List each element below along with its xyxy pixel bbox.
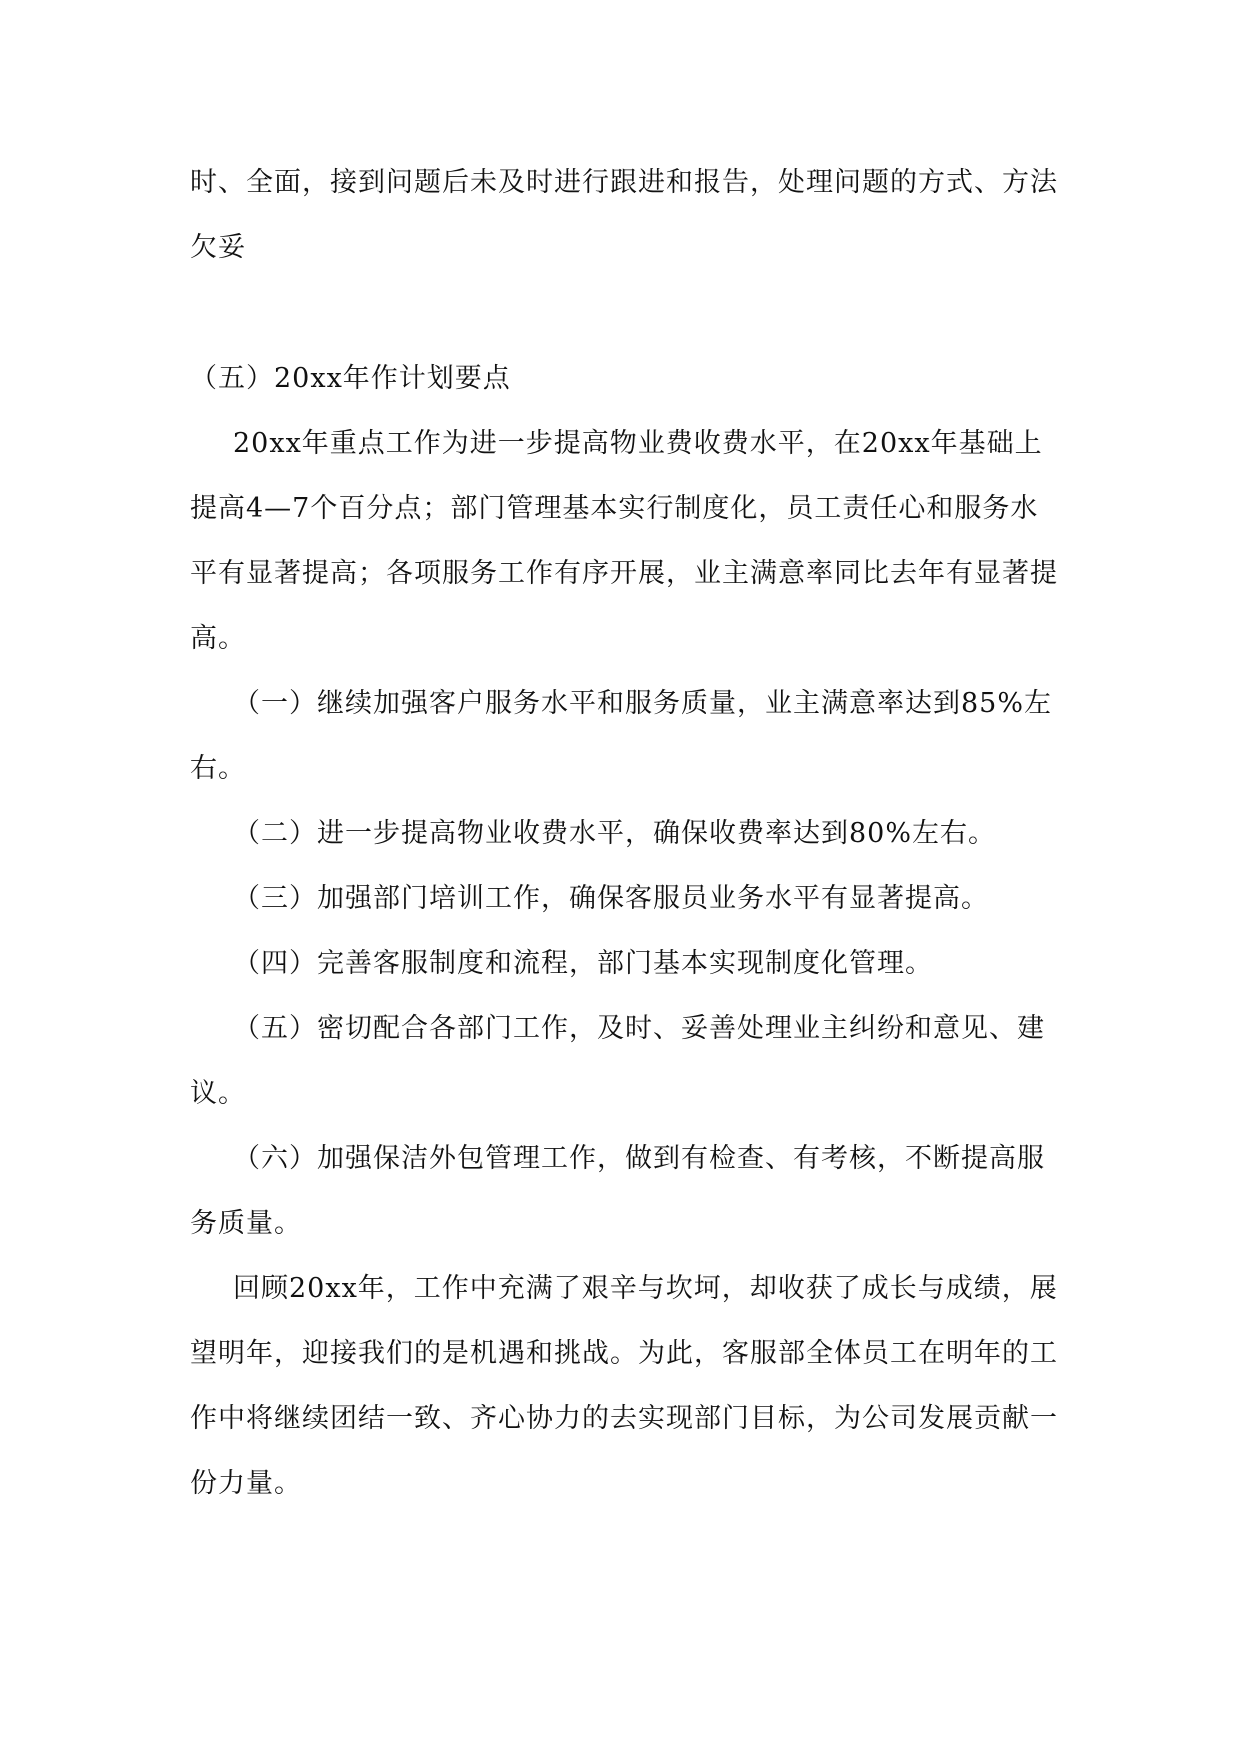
list-item-5: （五）密切配合各部门工作，及时、妥善处理业主纠纷和意见、建议。 — [190, 1013, 1045, 1109]
list-item-1: （一）继续加强客户服务水平和服务质量，业主满意率达到85%左右。 — [190, 688, 1053, 784]
list-item-4: （四）完善客服制度和流程，部门基本实现制度化管理。 — [233, 948, 933, 979]
paragraph-key-work: 20xx年重点工作为进一步提高物业费收费水平，在20xx年基础上提高4—7个百分点；部门管理基本实行制度化，员工责任心和服务水平有显著提高；各项服务工作有序开展，业主满意率同比去年有显著提高。 — [190, 428, 1058, 654]
list-item-3: （三）加强部门培训工作，确保客服员业务水平有显著提高。 — [233, 883, 989, 914]
list-item-6: （六）加强保洁外包管理工作，做到有检查、有考核，不断提高服务质量。 — [190, 1143, 1045, 1239]
section-heading: （五）20xx年作计划要点 — [190, 363, 511, 394]
list-item-2: （二）进一步提高物业收费水平，确保收费率达到80%左右。 — [233, 818, 997, 849]
paragraph-conclusion: 回顾20xx年，工作中充满了艰辛与坎坷，却收获了成长与成绩，展望明年，迎接我们的是机遇和挑战。为此，客服部全体员工在明年的工作中将继续团结一致、齐心协力的去实现部门目标，为公司发展贡献一份力量。 — [190, 1273, 1058, 1499]
paragraph-continuation: 时、全面，接到问题后未及时进行跟进和报告，处理问题的方式、方法欠妥 — [190, 167, 1058, 263]
